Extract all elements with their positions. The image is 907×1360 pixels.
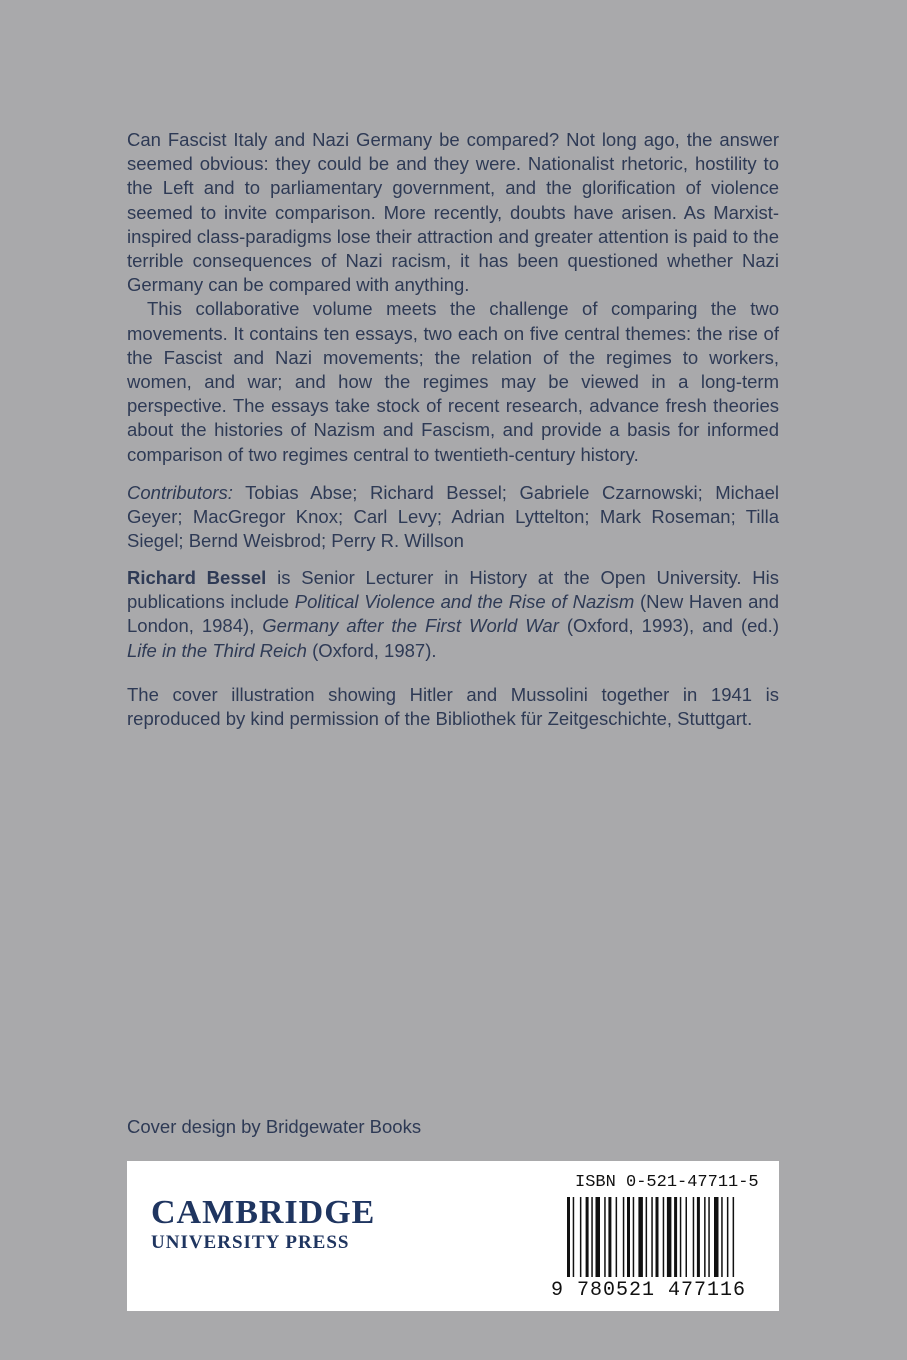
contributors [127, 481, 779, 554]
barcode-icon [567, 1197, 767, 1279]
barcode-panel [127, 1161, 779, 1311]
blurb [127, 128, 779, 467]
contributors-label: Contributors: [127, 482, 233, 503]
isbn-label: ISBN 0-521-47711-5 [575, 1173, 759, 1192]
author-bio-text-4: (Oxford, 1987). [312, 639, 437, 661]
book-title-3: Life in the Third Reich [127, 639, 307, 661]
author-bio [127, 566, 779, 663]
author-bio-text-2: (New Haven and London, 1984), [127, 591, 779, 637]
blurb-paragraph-2: This collaborative volume meets the challenge of comparing the two movements. It contains ten essays, two each on five central themes: the rise of the Fascist and Nazi movements; the relation of the regimes to workers, women, and war; and how the regimes may be viewed in a long-term perspective. The essays take stock of recent research, advance fresh theories about the histories of Nazism and Fascism, and provide a basis for informed comparison of two regimes central to twentieth-century history. [127, 298, 779, 465]
contributors-names: Tobias Abse; Richard Bessel; Gabriele Czarnowski; Michael Geyer; MacGregor Knox; Carl Levy; Adrian Lyttelton; Mark Roseman; Tilla Siegel; Bernd Weisbrod; Perry R. Willson [127, 482, 779, 552]
author-bio-text-3: (Oxford, 1993), and (ed.) [566, 615, 779, 637]
cover-credit [127, 683, 779, 731]
book-title-1: Political Violence and the Rise of Nazism [294, 591, 635, 613]
publisher-subname: UNIVERSITY PRESS [151, 1232, 350, 1253]
author-name: Richard Bessel [127, 567, 267, 588]
cover-credit-text: The cover illustration showing Hitler and Mussolini together in 1941 is reproduced by kind permission of the Bibliothek für Zeitgeschichte, Stuttgart. [127, 684, 779, 730]
author-bio-text-1: is Senior Lecturer in History at the Open University. His publications include [127, 567, 779, 613]
cover-design-credit: Cover design by Bridgewater Books [127, 1116, 422, 1137]
blurb-paragraph-1: Can Fascist Italy and Nazi Germany be compared? Not long ago, the answer seemed obvious: they could be and they were. Nationalist rhetoric, hostility to the Left and to parliamentary government, and the glorification of violence seemed to invite comparison. More recently, doubts have arisen. As Marxist-inspired class-paradigms lose their attraction and greater attention is paid to the terrible consequences of Nazi racism, it has been questioned whether Nazi Germany can be compared with anything. [127, 129, 779, 296]
barcode-digits: 9 780521 477116 [551, 1279, 747, 1302]
publisher-logo: CAMBRIDGE [151, 1194, 376, 1231]
book-title-2: Germany after the First World War [262, 615, 559, 637]
